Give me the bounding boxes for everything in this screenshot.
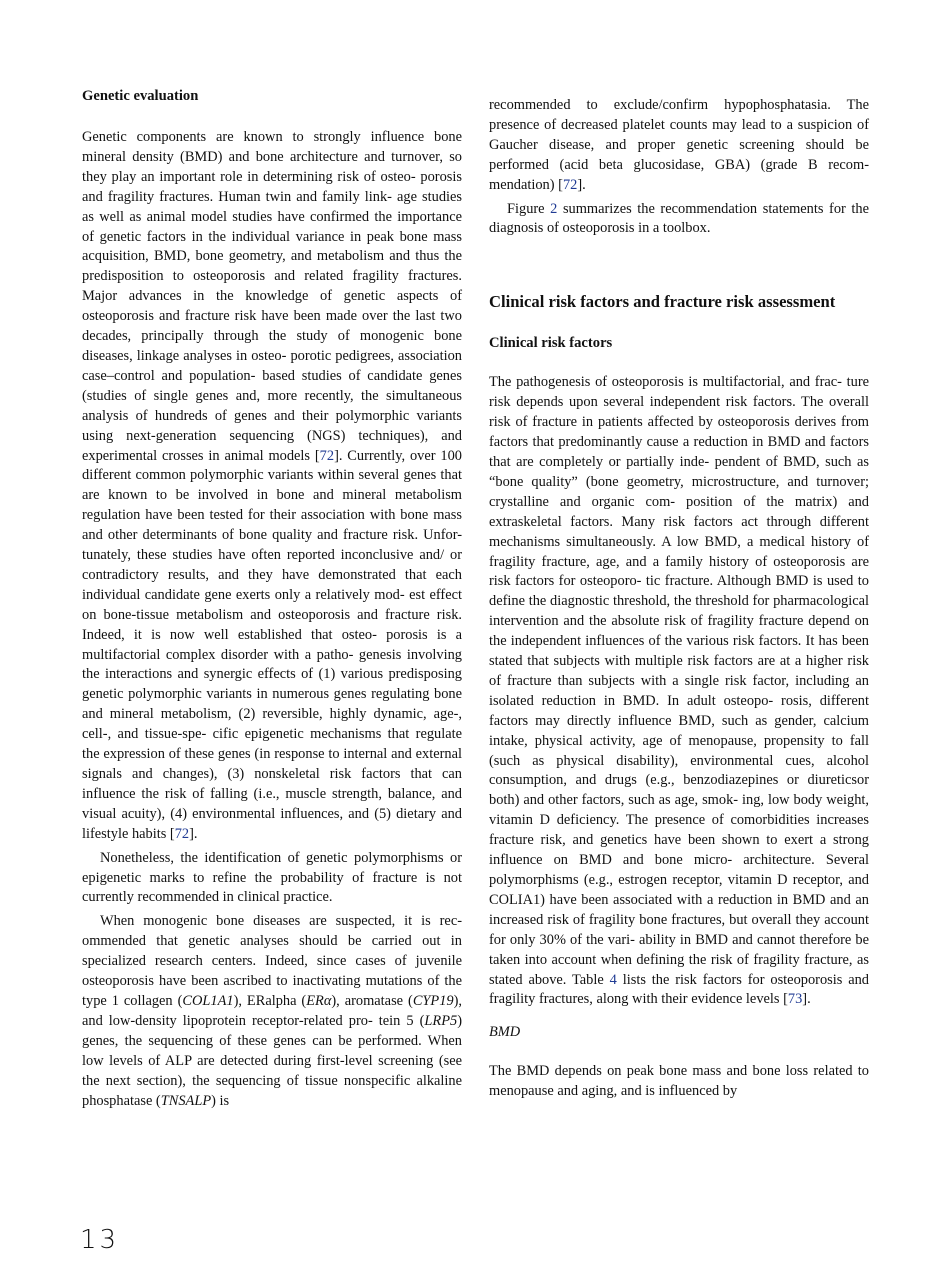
- paragraph-genetic-components: Genetic components are known to strongly influence bone mineral density (BMD) and bone architecture and turnover, so they play an important role in determining risk of osteo- porosis and fragility fractures. Human twin and family link- age studies as well as animal model studies have confirmed the importance of genetic factors in the individual variance in peak bone mass acquisition, BMD, bone geometry, and metabolism and thus the predisposition to osteoporosis and related fragility fractures. Major advances in the knowledge of genetic aspects of osteoporosis and fracture risk have been made over the last two decades, principally through the study of monogenic bone diseases, linkage analyses in osteo- porotic pedigrees, association case–control and population- based studies of candidate genes (studies of single genes and, more recently, the simultaneous analysis of hundreds of genes and their polymorphic variants using next-generation sequencing (NGS) techniques), and experimental crosses in animal models [72]. Currently, over 100 different common polymorphic variants within several genes that are known to be involved in bone and mineral metabolism regulation have been tested for their association with bone mass and other determinants of bone quality and fracture risk. Unfor- tunately, these studies have often reported inconclusive and/ or contradictory results, and they have demonstrated that each individual candidate gene exerts only a relatively mod- est effect on bone-tissue metabolism and osteoporosis and fracture risk. Indeed, it is now well established that osteo- porosis is a multifactorial complex disorder with a patho- genesis involving the interactions and synergic effects of (1) various predisposing genetic polymorphic variants in numerous genes regulating bone and mineral metabolism, (2) reversible, highly dynamic, age-, cell-, and tissue-spe- cific epigenetic mechanisms that regulate the expression of these genes (in response to internal and external signals and changes), (3) nonskeletal risk factors that can influence the risk of falling (i.e., muscle strength, balance, and visual acuity), (4) environmental influences, and (5) dietary and lifestyle habits [72].: [82, 129, 462, 842]
- citation-link[interactable]: 72: [562, 176, 578, 193]
- citation-link[interactable]: 73: [787, 991, 803, 1008]
- section-heading-clinical-risk: Clinical risk factors and fracture risk assessment: [489, 292, 836, 312]
- subsection-heading-clinical-risk-factors: Clinical risk factors: [489, 335, 613, 352]
- paragraph-figure-summary: Figure 2 summarizes the recommendation statements for the diagnosis of osteoporosis in a toolbox.: [489, 200, 869, 237]
- table-link[interactable]: 4: [609, 971, 617, 988]
- paragraph-bmd: The BMD depends on peak bone mass and bone loss related to menopause and aging, and is influenced by: [489, 1063, 869, 1100]
- paragraph-monogenic: When monogenic bone diseases are suspected, it is rec- ommended that genetic analyses should be carried out in specialized research centers. Indeed, since cases of juvenile osteoporosis have been ascribed to inactivating mutations of the type 1 collagen (COL1A1), ERalpha (ERα), aromatase (CYP19), and low-density lipoprotein receptor-related pro- tein 5 (LRP5) genes, the sequencing of these genes can be performed. When low levels of ALP are detected during first-level screening (see the next section), the sequencing of tissue nonspecific alkaline phosphatase (TNSALP) is: [82, 913, 462, 1109]
- subsubsection-heading-bmd: BMD: [489, 1024, 521, 1041]
- section-heading-genetic-evaluation: Genetic evaluation: [82, 88, 199, 104]
- figure-link[interactable]: 2: [550, 200, 558, 217]
- citation-link[interactable]: 72: [319, 447, 335, 464]
- paragraph-pathogenesis: The pathogenesis of osteoporosis is multifactorial, and frac- ture risk depends upon several independent risk factors. The overall risk of fracture in patients affected by osteoporosis derives from factors that predominantly cause a reduction in BMD and factors that are completely or partially inde- pendent of BMD, such as “bone quality” (bone geometry, microstructure, and turnover; crystalline and organic com- position of the matrix) and extraskeletal factors. Many risk factors act through different mechanisms simultaneously. A low BMD, a medical history of fragility fracture, age, and a family history of osteoporosis are risk factors for osteoporo- tic fracture. Although BMD is used to define the diagnostic threshold, the threshold for pharmacological intervention and the absolute risk of fragility fracture depend on the independent influences of the various risk factors. It has been stated that subjects with multiple risk factors are at a higher risk of fracture than subjects with a single risk factor, including an isolated reduction in BMD. In adult osteopo- rosis, different factors may directly influence BMD, such as gender, calcium intake, physical activity, age of menopause, propensity to fall (such as physical disability), environmental cues, alcohol consumption, and drugs (e.g., benzodiazepines or diureticsor both) and other factors, such as age, smok- ing, low body weight, vitamin D deficiency. The presence of comorbidities increases fracture risk, and genetics have been shown to exert a strong influence on BMD and bone micro- architecture. Several polymorphisms (e.g., estrogen receptor, vitamin D receptor, and COLIA1) have been associated with a reduction in BMD and an increased risk of fragility bone fractures, but overall they account for only 30% of the vari- ability in BMD and cannot therefore be taken into account when defining the risk of fragility fracture, as stated above. Table 4 lists the risk factors for osteoporosis and fragility fractures, along with their evidence levels [73].: [489, 374, 869, 1008]
- paragraph-nonetheless: Nonetheless, the identification of genetic polymorphisms or epigenetic marks to refine the probability of fracture is not currently recommended in clinical practice.: [82, 849, 462, 906]
- citation-link[interactable]: 72: [174, 825, 190, 842]
- left-column: [82, 86, 462, 1115]
- right-column: [489, 96, 869, 1106]
- page-number: 13: [80, 1225, 120, 1255]
- paragraph-hypophosphatasia: recommended to exclude/confirm hypophosphatasia. The presence of decreased platelet counts may lead to a suspicion of Gaucher disease, and proper genetic screening should be performed (acid beta glucosidase, GBA) (grade B recom- mendation) [72].: [489, 97, 869, 193]
